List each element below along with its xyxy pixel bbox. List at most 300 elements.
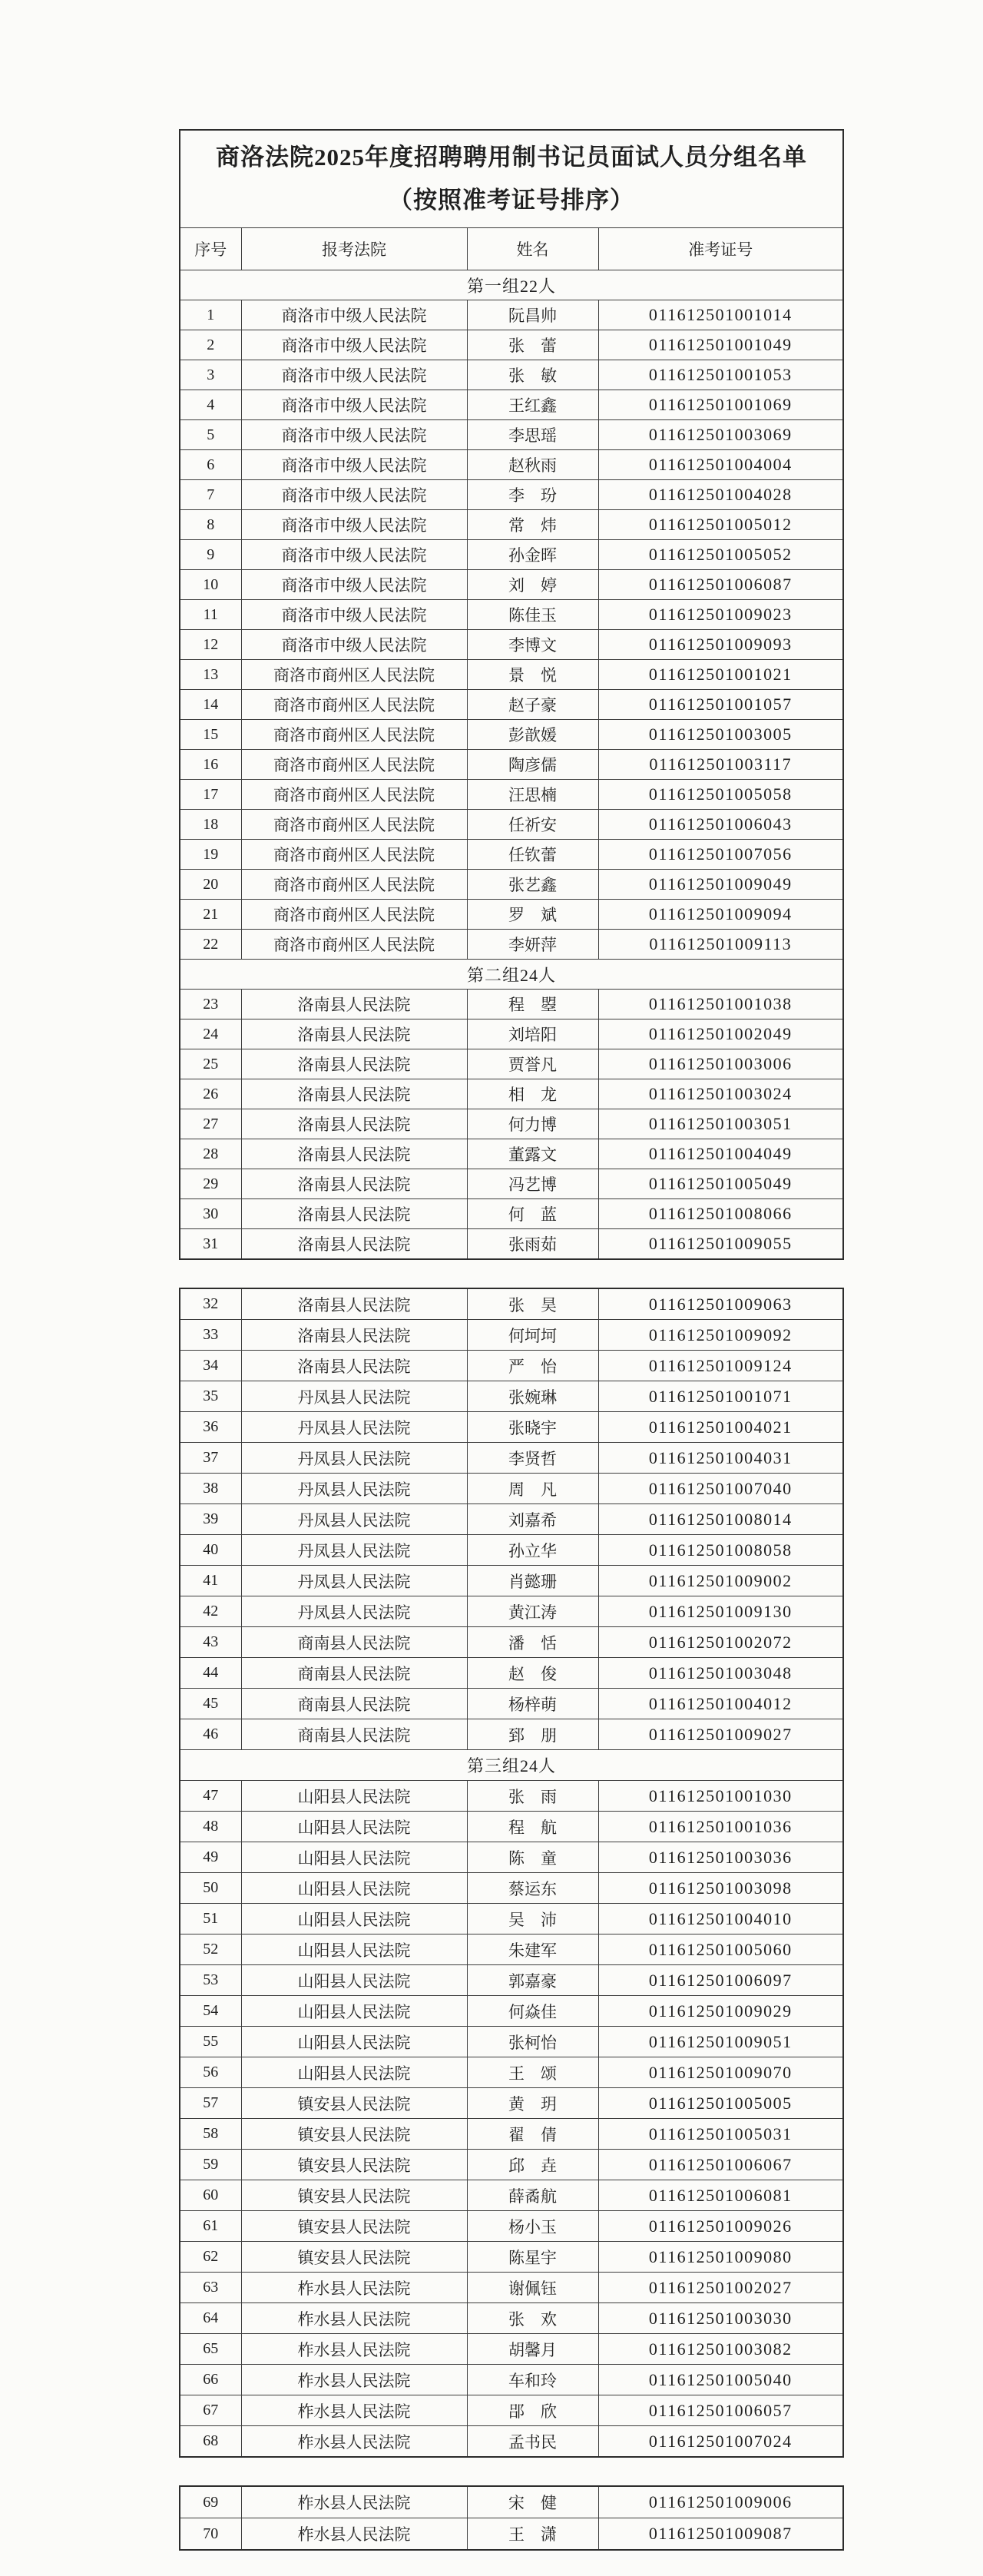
court-cell: 商洛市商州区人民法院 [241,750,467,780]
court-cell: 洛南县人民法院 [241,1079,467,1109]
court-cell: 商洛市商州区人民法院 [241,780,467,810]
court-cell: 商洛市商州区人民法院 [241,840,467,870]
table-section-1 [179,129,844,1260]
table-row [180,780,843,810]
court-cell: 洛南县人民法院 [241,1320,467,1351]
table-row [180,2211,843,2242]
table-row [180,1873,843,1904]
row-number-cell: 48 [180,1812,241,1842]
table-row [180,630,843,660]
row-number-cell: 34 [180,1351,241,1381]
name-cell: 郘 欣 [467,2395,598,2426]
table-row [180,1781,843,1812]
name-cell: 车和玲 [467,2365,598,2395]
court-cell: 丹凤县人民法院 [241,1596,467,1627]
table-row [180,1996,843,2027]
row-number-cell: 53 [180,1965,241,1996]
table-row [180,1719,843,1750]
row-number-cell: 43 [180,1627,241,1658]
table-row [180,840,843,870]
group-header-label: 第三组24人 [180,1750,843,1781]
court-cell: 丹凤县人民法院 [241,1443,467,1474]
name-cell: 李 玢 [467,480,598,510]
table-row [180,330,843,360]
court-cell: 柞水县人民法院 [241,2334,467,2365]
name-cell: 何 蓝 [467,1199,598,1229]
name-cell: 杨小玉 [467,2211,598,2242]
row-number-cell: 5 [180,420,241,450]
name-cell: 孙金晖 [467,540,598,570]
row-number-cell: 13 [180,660,241,690]
row-number-cell: 2 [180,330,241,360]
id-cell: 011612501005060 [598,1934,843,1965]
id-cell: 011612501002027 [598,2273,843,2303]
table-row [180,1934,843,1965]
id-cell: 011612501009055 [598,1229,843,1260]
title-line-1: 商洛法院2025年度招聘聘用制书记员面试人员分组名单 [216,144,807,171]
court-cell: 洛南县人民法院 [241,1109,467,1139]
court-cell: 山阳县人民法院 [241,1842,467,1873]
court-cell: 柞水县人民法院 [241,2365,467,2395]
table-row [180,1965,843,1996]
id-cell: 011612501009027 [598,1719,843,1750]
name-cell: 潘 恬 [467,1627,598,1658]
id-cell: 011612501001030 [598,1781,843,1812]
table-row [180,810,843,840]
row-number-cell: 50 [180,1873,241,1904]
name-cell: 罗 斌 [467,900,598,930]
court-cell: 洛南县人民法院 [241,1288,467,1320]
name-cell: 薛矞航 [467,2180,598,2211]
court-cell: 柞水县人民法院 [241,2395,467,2426]
col-header-name: 姓名 [467,228,598,270]
table-row [180,1904,843,1934]
name-cell: 谢佩钰 [467,2273,598,2303]
table-row [180,900,843,930]
court-cell: 镇安县人民法院 [241,2088,467,2119]
court-cell: 洛南县人民法院 [241,1199,467,1229]
table-row [180,1229,843,1260]
name-cell: 程 航 [467,1812,598,1842]
court-cell: 商洛市中级人民法院 [241,390,467,420]
row-number-cell: 31 [180,1229,241,1260]
court-cell: 柞水县人民法院 [241,2486,467,2518]
id-cell: 011612501009029 [598,1996,843,2027]
row-number-cell: 4 [180,390,241,420]
id-cell: 011612501005012 [598,510,843,540]
name-cell: 任钦蕾 [467,840,598,870]
id-cell: 011612501003036 [598,1842,843,1873]
table-row [180,480,843,510]
table-row [180,600,843,630]
row-number-cell: 64 [180,2303,241,2334]
name-cell: 陈星宇 [467,2242,598,2273]
row-number-cell: 57 [180,2088,241,2119]
document-title [180,130,843,228]
name-cell: 张婉琳 [467,1381,598,1412]
row-number-cell: 28 [180,1139,241,1169]
row-number-cell: 16 [180,750,241,780]
table-row [180,2486,843,2518]
id-cell: 011612501009002 [598,1566,843,1596]
table-row [180,1381,843,1412]
court-cell: 丹凤县人民法院 [241,1474,467,1504]
name-cell: 张 欢 [467,2303,598,2334]
id-cell: 011612501002072 [598,1627,843,1658]
table-row [180,1842,843,1873]
table-row [180,1689,843,1719]
name-cell: 张晓宇 [467,1412,598,1443]
court-cell: 商南县人民法院 [241,1627,467,1658]
row-number-cell: 67 [180,2395,241,2426]
table-row [180,870,843,900]
group-header-row [180,1750,843,1781]
title-row [180,130,843,228]
name-cell: 郅 朋 [467,1719,598,1750]
row-number-cell: 41 [180,1566,241,1596]
id-cell: 011612501006057 [598,2395,843,2426]
group-header-row [180,960,843,990]
table-row [180,1351,843,1381]
id-cell: 011612501005040 [598,2365,843,2395]
name-cell: 张雨茹 [467,1229,598,1260]
id-cell: 011612501008014 [598,1504,843,1535]
court-cell: 镇安县人民法院 [241,2150,467,2180]
court-cell: 镇安县人民法院 [241,2211,467,2242]
court-cell: 商南县人民法院 [241,1658,467,1689]
name-cell: 肖懿珊 [467,1566,598,1596]
table-row [180,1412,843,1443]
court-cell: 商洛市商州区人民法院 [241,690,467,720]
row-number-cell: 3 [180,360,241,390]
col-header-court: 报考法院 [241,228,467,270]
table-row [180,1627,843,1658]
id-cell: 011612501005058 [598,780,843,810]
row-number-cell: 29 [180,1169,241,1199]
name-cell: 赵子豪 [467,690,598,720]
table-section-3 [179,2485,844,2551]
table-row [180,1288,843,1320]
row-number-cell: 56 [180,2057,241,2088]
id-cell: 011612501003098 [598,1873,843,1904]
id-cell: 011612501004004 [598,450,843,480]
id-cell: 011612501006081 [598,2180,843,2211]
name-cell: 张 敏 [467,360,598,390]
name-cell: 郭嘉豪 [467,1965,598,1996]
court-cell: 柞水县人民法院 [241,2303,467,2334]
name-cell: 李博文 [467,630,598,660]
name-cell: 冯艺博 [467,1169,598,1199]
name-cell: 陈佳玉 [467,600,598,630]
name-cell: 何焱佳 [467,1996,598,2027]
id-cell: 011612501008058 [598,1535,843,1566]
name-cell: 周 凡 [467,1474,598,1504]
court-cell: 商洛市商州区人民法院 [241,930,467,960]
table-row [180,2088,843,2119]
id-cell: 011612501009113 [598,930,843,960]
row-number-cell: 6 [180,450,241,480]
id-cell: 011612501009130 [598,1596,843,1627]
table-row [180,990,843,1019]
row-number-cell: 9 [180,540,241,570]
court-cell: 商洛市商州区人民法院 [241,720,467,750]
id-cell: 011612501003005 [598,720,843,750]
court-cell: 山阳县人民法院 [241,1873,467,1904]
court-cell: 柞水县人民法院 [241,2518,467,2551]
id-cell: 011612501009070 [598,2057,843,2088]
table-row [180,2119,843,2150]
court-cell: 丹凤县人民法院 [241,1566,467,1596]
court-cell: 商洛市中级人民法院 [241,570,467,600]
row-number-cell: 36 [180,1412,241,1443]
row-number-cell: 68 [180,2426,241,2458]
id-cell: 011612501003006 [598,1049,843,1079]
col-header-id: 准考证号 [598,228,843,270]
court-cell: 洛南县人民法院 [241,1139,467,1169]
row-number-cell: 62 [180,2242,241,2273]
row-number-cell: 22 [180,930,241,960]
court-cell: 商南县人民法院 [241,1719,467,1750]
row-number-cell: 58 [180,2119,241,2150]
id-cell: 011612501001049 [598,330,843,360]
table-row [180,720,843,750]
row-number-cell: 14 [180,690,241,720]
id-cell: 011612501003117 [598,750,843,780]
document-sheet [179,129,844,2551]
row-number-cell: 23 [180,990,241,1019]
name-cell: 张柯怡 [467,2027,598,2057]
name-cell: 胡馨月 [467,2334,598,2365]
id-cell: 011612501009026 [598,2211,843,2242]
row-number-cell: 32 [180,1288,241,1320]
name-cell: 张 蕾 [467,330,598,360]
name-cell: 景 悦 [467,660,598,690]
table-row [180,510,843,540]
id-cell: 011612501001069 [598,390,843,420]
id-cell: 011612501007056 [598,840,843,870]
id-cell: 011612501006067 [598,2150,843,2180]
court-cell: 洛南县人民法院 [241,1351,467,1381]
row-number-cell: 61 [180,2211,241,2242]
name-cell: 张 昊 [467,1288,598,1320]
table-row [180,2518,843,2551]
court-cell: 商洛市商州区人民法院 [241,870,467,900]
row-number-cell: 69 [180,2486,241,2518]
table-row [180,1535,843,1566]
name-cell: 王 潇 [467,2518,598,2551]
court-cell: 山阳县人民法院 [241,1812,467,1842]
court-cell: 镇安县人民法院 [241,2119,467,2150]
table-row [180,1169,843,1199]
court-cell: 洛南县人民法院 [241,1229,467,1260]
court-cell: 山阳县人民法院 [241,1934,467,1965]
name-cell: 何坷坷 [467,1320,598,1351]
id-cell: 011612501001053 [598,360,843,390]
table-row [180,1019,843,1049]
row-number-cell: 12 [180,630,241,660]
id-cell: 011612501004049 [598,1139,843,1169]
id-cell: 011612501001038 [598,990,843,1019]
court-cell: 柞水县人民法院 [241,2426,467,2458]
row-number-cell: 65 [180,2334,241,2365]
id-cell: 011612501004021 [598,1412,843,1443]
row-number-cell: 33 [180,1320,241,1351]
row-number-cell: 63 [180,2273,241,2303]
id-cell: 011612501005049 [598,1169,843,1199]
table-row [180,2150,843,2180]
row-number-cell: 47 [180,1781,241,1812]
name-cell: 刘 婷 [467,570,598,600]
name-cell: 李思瑶 [467,420,598,450]
id-cell: 011612501006043 [598,810,843,840]
court-cell: 商洛市商州区人民法院 [241,660,467,690]
row-number-cell: 1 [180,300,241,330]
id-cell: 011612501005005 [598,2088,843,2119]
court-cell: 商洛市中级人民法院 [241,510,467,540]
row-number-cell: 19 [180,840,241,870]
court-cell: 山阳县人民法院 [241,1781,467,1812]
table-row [180,2426,843,2458]
name-cell: 张 雨 [467,1781,598,1812]
name-cell: 陶彦儒 [467,750,598,780]
id-cell: 011612501009006 [598,2486,843,2518]
court-cell: 丹凤县人民法院 [241,1381,467,1412]
name-cell: 孙立华 [467,1535,598,1566]
group-header-row [180,270,843,300]
court-cell: 柞水县人民法院 [241,2273,467,2303]
row-number-cell: 39 [180,1504,241,1535]
name-cell: 杨梓萌 [467,1689,598,1719]
name-cell: 董露文 [467,1139,598,1169]
row-number-cell: 21 [180,900,241,930]
id-cell: 011612501004010 [598,1904,843,1934]
table-row [180,750,843,780]
id-cell: 011612501003030 [598,2303,843,2334]
name-cell: 吴 沛 [467,1904,598,1934]
court-cell: 山阳县人民法院 [241,2057,467,2088]
group-header-label: 第二组24人 [180,960,843,990]
row-number-cell: 46 [180,1719,241,1750]
row-number-cell: 11 [180,600,241,630]
name-cell: 彭歆媛 [467,720,598,750]
table-row [180,1109,843,1139]
table-row [180,450,843,480]
court-cell: 商洛市商州区人民法院 [241,900,467,930]
table-row [180,1596,843,1627]
row-number-cell: 66 [180,2365,241,2395]
court-cell: 商洛市中级人民法院 [241,330,467,360]
id-cell: 011612501009023 [598,600,843,630]
id-cell: 011612501001071 [598,1381,843,1412]
table-row [180,2365,843,2395]
id-cell: 011612501009124 [598,1351,843,1381]
court-cell: 洛南县人民法院 [241,990,467,1019]
table-row [180,1812,843,1842]
court-cell: 商洛市中级人民法院 [241,420,467,450]
row-number-cell: 10 [180,570,241,600]
table-row [180,300,843,330]
table-row [180,1199,843,1229]
court-cell: 商洛市中级人民法院 [241,480,467,510]
table-row [180,1320,843,1351]
court-cell: 洛南县人民法院 [241,1049,467,1079]
table-row [180,690,843,720]
row-number-cell: 24 [180,1019,241,1049]
row-number-cell: 44 [180,1658,241,1689]
row-number-cell: 25 [180,1049,241,1079]
id-cell: 011612501009049 [598,870,843,900]
name-cell: 汪思楠 [467,780,598,810]
id-cell: 011612501001036 [598,1812,843,1842]
id-cell: 011612501004012 [598,1689,843,1719]
court-cell: 山阳县人民法院 [241,1965,467,1996]
column-header-row [180,228,843,270]
court-cell: 商洛市中级人民法院 [241,630,467,660]
table-row [180,1474,843,1504]
row-number-cell: 60 [180,2180,241,2211]
table-row [180,540,843,570]
row-number-cell: 55 [180,2027,241,2057]
table-row [180,1079,843,1109]
id-cell: 011612501003048 [598,1658,843,1689]
id-cell: 011612501003069 [598,420,843,450]
name-cell: 刘培阳 [467,1019,598,1049]
id-cell: 011612501003024 [598,1079,843,1109]
table-row [180,1139,843,1169]
name-cell: 张艺鑫 [467,870,598,900]
table-row [180,2180,843,2211]
id-cell: 011612501007040 [598,1474,843,1504]
name-cell: 何力博 [467,1109,598,1139]
name-cell: 蔡运东 [467,1873,598,1904]
court-cell: 丹凤县人民法院 [241,1412,467,1443]
id-cell: 011612501007024 [598,2426,843,2458]
name-cell: 黄 玥 [467,2088,598,2119]
row-number-cell: 38 [180,1474,241,1504]
title-line-2: （按照准考证号排序） [389,187,634,214]
table-row [180,930,843,960]
name-cell: 刘嘉希 [467,1504,598,1535]
table-row [180,2273,843,2303]
table-row [180,570,843,600]
name-cell: 严 怡 [467,1351,598,1381]
court-cell: 洛南县人民法院 [241,1169,467,1199]
id-cell: 011612501004031 [598,1443,843,1474]
row-number-cell: 45 [180,1689,241,1719]
row-number-cell: 49 [180,1842,241,1873]
id-cell: 011612501009063 [598,1288,843,1320]
row-number-cell: 54 [180,1996,241,2027]
court-cell: 山阳县人民法院 [241,1996,467,2027]
table-row [180,390,843,420]
table-row [180,360,843,390]
court-cell: 山阳县人民法院 [241,2027,467,2057]
row-number-cell: 18 [180,810,241,840]
row-number-cell: 40 [180,1535,241,1566]
name-cell: 孟书民 [467,2426,598,2458]
page-break-gap [179,1260,844,1288]
id-cell: 011612501003051 [598,1109,843,1139]
table-row [180,1566,843,1596]
court-cell: 丹凤县人民法院 [241,1504,467,1535]
id-cell: 011612501009087 [598,2518,843,2551]
court-cell: 商洛市中级人民法院 [241,300,467,330]
court-cell: 山阳县人民法院 [241,1904,467,1934]
name-cell: 阮昌帅 [467,300,598,330]
table-row [180,1443,843,1474]
id-cell: 011612501004028 [598,480,843,510]
court-cell: 商洛市中级人民法院 [241,450,467,480]
